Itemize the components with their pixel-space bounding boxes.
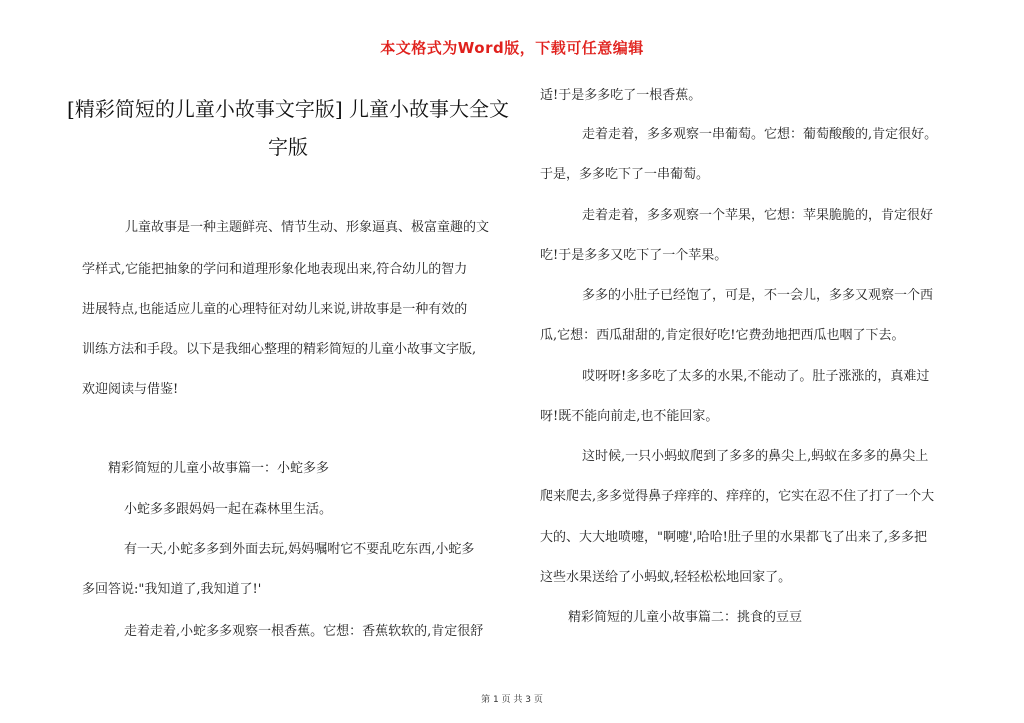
story1-line: 瓜,它想：西瓜甜甜的,肯定很好吃!它费劲地把西瓜也咽了下去。 (540, 328, 905, 343)
story1-line: 走着走着，多多观察一串葡萄。它想：葡萄酸酸的,肯定很好。 (582, 127, 938, 142)
story1-line: 走着走着,小蛇多多观察一根香蕉。它想：香蕉软软的,肯定很舒 (124, 624, 484, 639)
intro-line: 欢迎阅读与借鉴! (82, 382, 179, 397)
story1-line: 大的、大大地喷嚏，"啊嚏',哈哈!肚子里的水果都飞了出来了,多多把 (540, 530, 928, 545)
story1-line: 于是，多多吃下了一串葡萄。 (540, 167, 710, 182)
story1-line: 这些水果送给了小蚂蚁,轻轻松松地回家了。 (540, 570, 792, 585)
story1-line: 多回答说:"我知道了,我知道了!' (82, 582, 262, 597)
story1-line: 这时候,一只小蚂蚁爬到了多多的鼻尖上,蚂蚁在多多的鼻尖上 (582, 449, 929, 464)
document-title: [精彩简短的儿童小故事文字版] 儿童小故事大全文字版 (67, 97, 509, 159)
intro-line: 学样式,它能把抽象的学问和道理形象化地表现出来,符合幼儿的智力 (82, 262, 468, 277)
word-format-banner: 本文格式为Word版，下载可任意编辑 (380, 39, 644, 57)
intro-line: 儿童故事是一种主题鲜亮、情节生动、形象逼真、极富童趣的文 (125, 220, 490, 235)
story1-line: 哎呀呀!多多吃了太多的水果,不能动了。肚子涨涨的，真难过 (582, 369, 930, 384)
story1-line: 有一天,小蛇多多到外面去玩,妈妈嘱咐它不要乱吃东西,小蛇多 (124, 542, 475, 557)
story1-line: 小蛇多多跟妈妈一起在森林里生活。 (124, 502, 333, 517)
story1-line: 呀!既不能向前走,也不能回家。 (540, 409, 719, 424)
story1-line: 多多的小肚子已经饱了，可是，不一会儿，多多又观察一个西 (582, 288, 934, 303)
intro-line: 训练方法和手段。以下是我细心整理的精彩简短的儿童小故事文字版, (82, 342, 477, 357)
story1-heading: 精彩简短的儿童小故事篇一：小蛇多多 (108, 461, 330, 476)
story1-line: 走着走着，多多观察一个苹果，它想：苹果脆脆的，肯定很好 (582, 208, 934, 223)
story1-line: 爬来爬去,多多觉得鼻子痒痒的、痒痒的，它实在忍不住了打了一个大 (540, 489, 935, 504)
story1-line: 适!于是多多吃了一根香蕉。 (540, 88, 702, 103)
intro-line: 进展特点,也能适应儿童的心理特征对幼儿来说,讲故事是一种有效的 (82, 302, 468, 317)
story2-heading: 精彩简短的儿童小故事篇二：挑食的豆豆 (568, 610, 803, 625)
story1-line: 吃!于是多多又吃下了一个苹果。 (540, 248, 728, 263)
page-footer: 第 1 页 共 3 页 (481, 695, 543, 705)
